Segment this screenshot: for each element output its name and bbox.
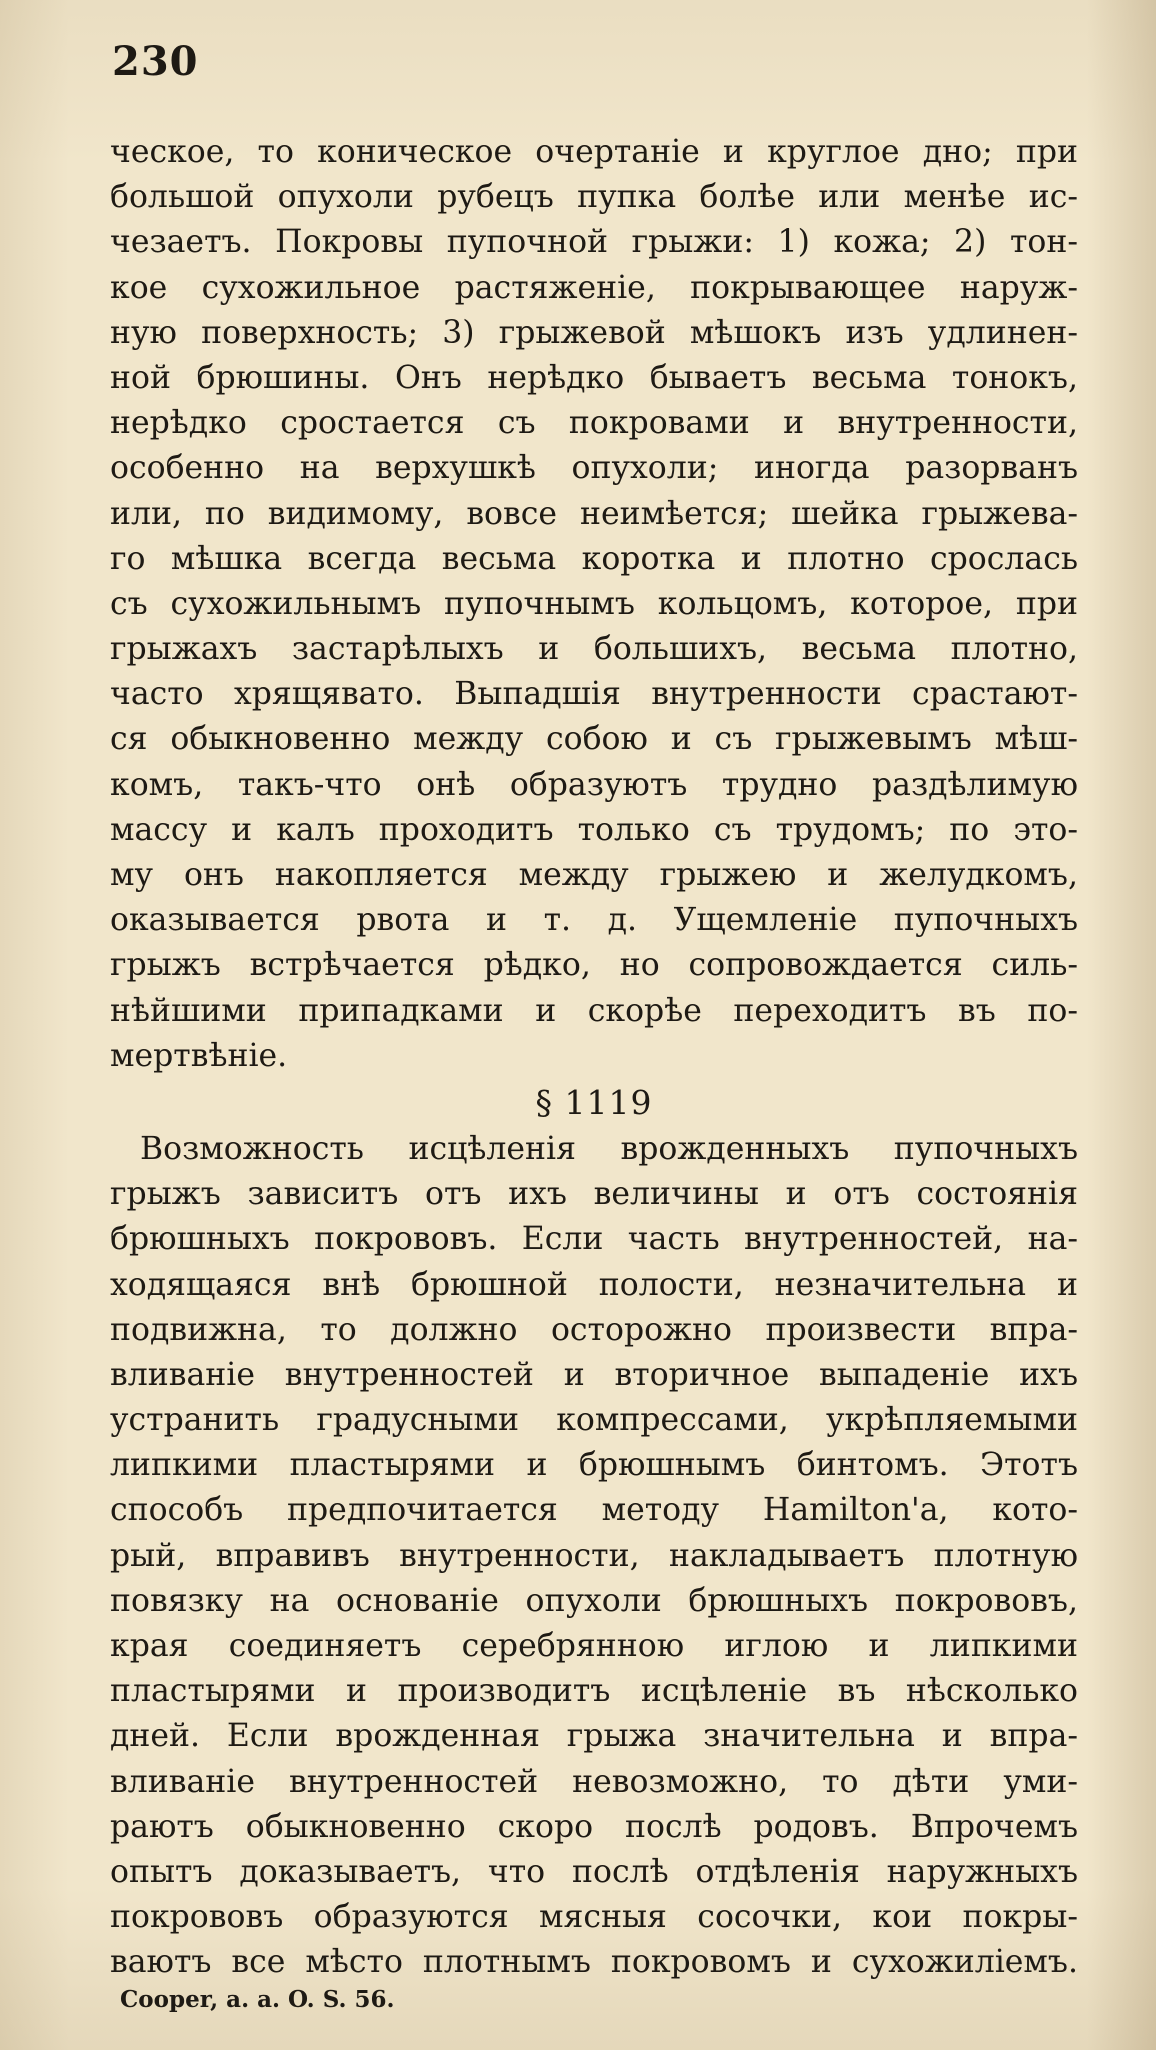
text-line: ходящаяся внѣ брюшной полости, незначительна и: [110, 1266, 1078, 1303]
text-line: рый, вправивъ внутренности, накладываетъ плотную: [110, 1537, 1078, 1574]
text-line: подвижна, то должно осторожно произвести впра-: [110, 1311, 1078, 1348]
text-line: Возможность исцѣленія врожденныхъ пупочныхъ: [140, 1130, 1078, 1167]
text-line: кое сухожильное растяженіе, покрывающее наруж-: [110, 269, 1078, 306]
text-line: дней. Если врожденная грыжа значительна и впра-: [110, 1718, 1078, 1755]
text-line: комъ, такъ-что онѣ образуютъ трудно раздѣлимую: [110, 766, 1078, 803]
text-line: раютъ обыкновенно скоро послѣ родовъ. Впрочемъ: [110, 1808, 1078, 1845]
text-line: липкими пластырями и брюшнымъ бинтомъ. Этотъ: [110, 1447, 1078, 1484]
text-line: съ сухожильнымъ пупочнымъ кольцомъ, которое, при: [110, 585, 1078, 622]
text-line: покрововъ образуются мясныя сосочки, кои покры-: [110, 1899, 1078, 1936]
text-line: нерѣдко сростается съ покровами и внутренности,: [110, 405, 1078, 442]
text-line: большой опухоли рубецъ пупка болѣе или менѣе ис-: [110, 179, 1078, 216]
paragraph-2: [110, 1127, 1078, 1986]
text-line: ся обыкновенно между собою и съ грыжевымъ мѣш-: [110, 721, 1078, 758]
text-line: края соединяетъ серебрянною иглою и липкими: [110, 1628, 1078, 1664]
body-text: [110, 130, 1078, 1986]
text-line: или, по видимому, вовсе неимѣется; шейка грыжева-: [110, 495, 1078, 532]
text-line: вливаніе внутренностей и вторичное выпаденіе ихъ: [110, 1356, 1078, 1393]
text-line: вливаніе внутренностей невозможно, то дѣти уми-: [110, 1763, 1078, 1800]
footnote: Cooper, a. a. O. S. 56.: [120, 1986, 395, 2013]
paragraph-1: [110, 130, 1078, 1079]
text-line: брюшныхъ покрововъ. Если часть внутренностей, на-: [110, 1221, 1078, 1258]
text-line: часто хрящявато. Выпадшія внутренности срастают-: [110, 676, 1078, 713]
section-heading: § 1119: [535, 1082, 653, 1122]
text-line: особенно на верхушкѣ опухоли; иногда разорванъ: [110, 450, 1078, 487]
text-line: ческое, то коническое очертаніе и круглое дно; при: [110, 134, 1078, 170]
text-line: го мѣшка всегда весьма коротка и плотно срослась: [110, 540, 1078, 577]
text-line: оказывается рвота и т. д. Ущемленіе пупочныхъ: [110, 902, 1078, 939]
text-line: ваютъ все мѣсто плотнымъ покровомъ и сухожиліемъ.: [110, 1944, 1078, 1981]
text-line: грыжъ встрѣчается рѣдко, но сопровождается силь-: [110, 947, 1078, 984]
text-line: ной брюшины. Онъ нерѣдко бываетъ весьма тонокъ,: [110, 359, 1078, 396]
page-number: 230: [112, 38, 199, 85]
text-line: способъ предпочитается методу Hamilton'a, кото-: [110, 1492, 1078, 1529]
text-line: опытъ доказываетъ, что послѣ отдѣленія наружныхъ: [110, 1853, 1078, 1890]
text-line: чезаетъ. Покровы пупочной грыжи: 1) кожа; 2) тон-: [110, 224, 1078, 261]
text-line: ную поверхность; 3) грыжевой мѣшокъ изъ удлинен-: [110, 314, 1078, 351]
text-line: му онъ накопляется между грыжею и желудкомъ,: [110, 857, 1078, 893]
text-line: пластырями и производитъ исцѣленіе въ нѣсколько: [110, 1673, 1078, 1710]
text-line: грыжъ зависитъ отъ ихъ величины и отъ состоянія: [110, 1176, 1078, 1213]
text-line: грыжахъ застарѣлыхъ и большихъ, весьма плотно,: [110, 631, 1078, 668]
text-line: массу и калъ проходитъ только съ трудомъ; по это-: [110, 811, 1078, 848]
text-line: повязку на основаніе опухоли брюшныхъ покрововъ,: [110, 1582, 1078, 1619]
text-line: нѣйшими припадками и скорѣе переходитъ въ по-: [110, 992, 1078, 1029]
text-line: мертвѣніе.: [110, 1037, 288, 1074]
text-line: устранить градусными компрессами, укрѣпляемыми: [110, 1402, 1078, 1439]
